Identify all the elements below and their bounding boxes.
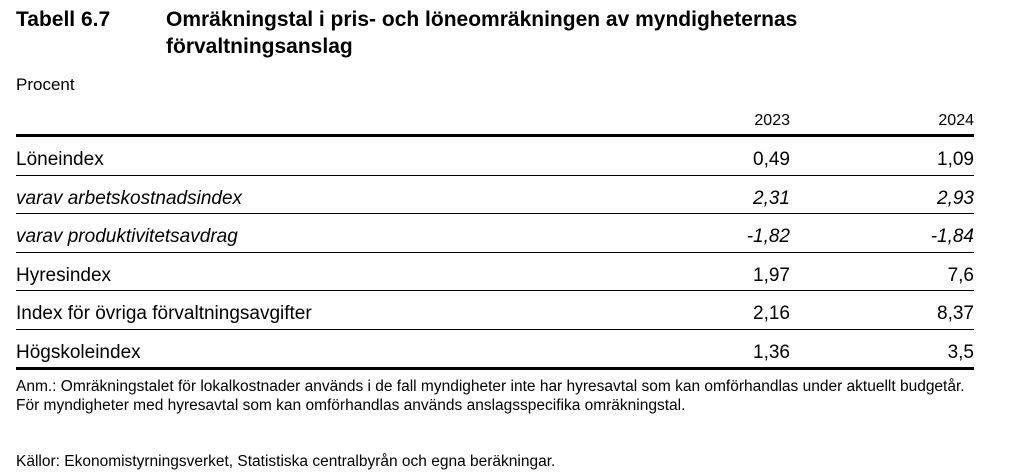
table-row <box>16 291 974 330</box>
row-label: varav arbetskostnadsindex <box>16 187 243 209</box>
table-row <box>16 176 974 215</box>
table-row <box>16 137 974 176</box>
row-label: Index för övriga förvaltningsavgifter <box>16 303 312 324</box>
data-table <box>16 112 974 370</box>
table-source: Källor: Ekonomistyrningsverket, Statistiska centralbyrån och egna beräkningar. <box>16 453 556 470</box>
row-label: Hyresindex <box>16 264 112 286</box>
value-2024: 3,5 <box>947 341 974 363</box>
value-2023: 1,36 <box>753 341 790 363</box>
table-number: Tabell 6.7 <box>16 8 111 31</box>
value-2023: 2,31 <box>753 187 790 209</box>
unit-label: Procent <box>16 75 75 94</box>
table-row <box>16 214 974 253</box>
column-header-2024: 2024 <box>938 112 974 129</box>
column-header-2023: 2023 <box>754 112 790 129</box>
value-2023: -1,82 <box>746 226 790 247</box>
value-2024: -1,84 <box>930 226 974 247</box>
value-2024: 1,09 <box>937 149 974 170</box>
row-label: varav produktivitetsavdrag <box>16 226 238 247</box>
value-2023: 1,97 <box>753 264 790 286</box>
table-title: Omräkningstal i pris- och löneomräkningen av myndigheternas förvaltningsanslag <box>166 8 798 58</box>
table-note: Anm.: Omräkningstalet för lokalkostnader används i de fall myndigheter inte har hyresavtal som kan omförhandlas under aktuellt budgetår. För myndigheter med hyresavtal som kan omförhandlas används anslagsspecifika omräkningstal. <box>16 378 965 414</box>
title-block <box>16 6 996 60</box>
value-2023: 0,49 <box>753 149 790 170</box>
row-label: Löneindex <box>16 149 104 170</box>
value-2024: 8,37 <box>937 303 974 324</box>
value-2024: 7,6 <box>947 264 974 286</box>
value-2023: 2,16 <box>753 303 790 324</box>
row-label: Högskoleindex <box>16 341 141 363</box>
table-row <box>16 330 974 371</box>
value-2024: 2,93 <box>937 187 974 209</box>
table-row <box>16 253 974 292</box>
